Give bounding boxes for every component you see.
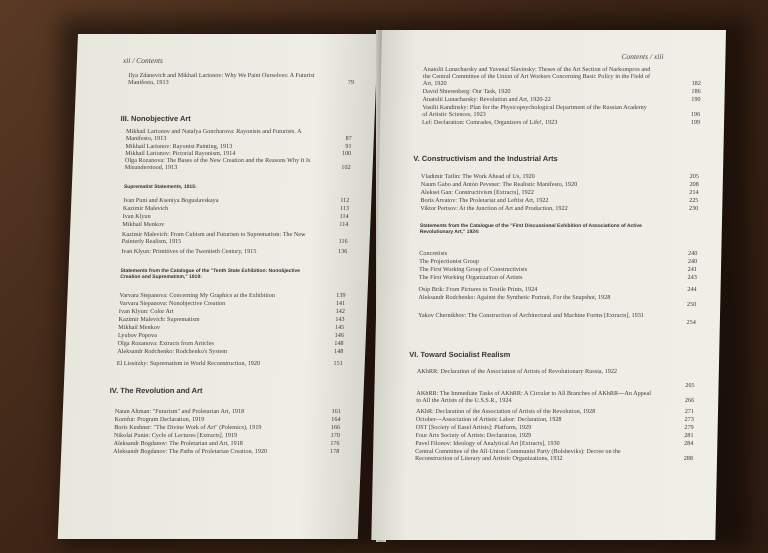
toc-entry: Boris Arvatov: The Proletariat and Leftist Art, 1922 — [420, 197, 549, 204]
toc-entry: October—Association of Artistic Labor: Declaration, 1928 — [415, 416, 562, 423]
toc-page: 100 — [341, 150, 352, 157]
toc-entry: David Shterenberg: Our Task, 1920 — [422, 88, 511, 95]
toc-page: 112 — [340, 197, 350, 204]
toc-entry: Ilya Zdanevich and Mikhail Larionov: Why We Paint Ourselves: A Futurist Manifesto, 1913 — [127, 72, 315, 86]
toc-page: 136 — [337, 248, 348, 255]
subsection-heading: Statements from the Catalogue of the "Tenth State Exhibition: Nonobjective Creation and Suprematism," 1919: — [120, 268, 301, 280]
toc-page: 170 — [330, 432, 341, 439]
toc-page: 273 — [684, 416, 694, 423]
toc-entry: Mikhail Larionov: Rayonist Painting, 1913 — [125, 143, 233, 150]
toc-entry: Ivan Puni and Kseniya Boguslavskaya — [123, 197, 219, 204]
section-title: V. Constructivism and the Industrial Arts — [413, 154, 558, 163]
toc-entry: Lef: Declaration: Comrades, Organizers of Life!, 1923 — [421, 119, 558, 126]
toc-entry: AKhRR: Declaration of the Association of Artists of Revolutionary Russia, 1922 — [416, 368, 618, 375]
toc-entry: Mikhail Menkov — [118, 324, 161, 331]
toc-entry: Anatolii Lunacharsky and Yuvenal Slavinsky: Theses of the Art Section of Narkompros and the Central Committee of the Union of Art Workers Concerning Basic Policy in the Field of Art, 1920 — [422, 66, 651, 87]
toc-entry: Aleksandr Bogdanov: The Paths of Proletarian Creation, 1920 — [113, 448, 268, 455]
toc-entry: Kazimir Malevich: Suprematism — [118, 316, 200, 323]
toc-entry: Olga Rozanova: The Bases of the New Creation and the Reasons Why It Is Misunderstood, 1913 — [124, 157, 311, 171]
toc-entry: Aleksandr Rodchenko: Against the Synthetic Portrait, For the Snapshot, 1928 — [418, 294, 611, 301]
toc-page: 288 — [683, 455, 694, 462]
toc-page: 279 — [684, 424, 694, 431]
toc-entry: Anatolii Lunacharsky: Revolution and Art, 1920-22 — [422, 96, 551, 103]
toc-page: 205 — [689, 173, 700, 180]
toc-entry: Four Arts Society of Artists: Declaration, 1929 — [415, 432, 532, 439]
subsection-heading: Suprematist Statements, 1915: — [123, 184, 197, 190]
toc-entry: The Projectionist Group — [419, 258, 480, 265]
toc-page: 243 — [687, 274, 697, 281]
toc-page: 240 — [687, 258, 698, 265]
toc-entry: Vladimir Tatlin: The Work Ahead of Us, 1920 — [420, 173, 535, 180]
toc-entry: Naum Gabo and Antón Pevsner: The Realistic Manifesto, 1920 — [420, 181, 578, 188]
toc-page: 241 — [687, 266, 698, 273]
toc-page: 190 — [691, 96, 701, 103]
toc-page: 148 — [334, 340, 344, 347]
toc-page: 182 — [691, 80, 701, 87]
toc-entry: El Lissitzky: Suprematism in World Reconstruction, 1920 — [116, 360, 261, 367]
left-page — [58, 34, 378, 539]
toc-entry: Kazimir Malevich — [122, 205, 169, 212]
toc-page: 161 — [331, 408, 341, 415]
toc-page: 214 — [689, 189, 699, 196]
toc-entry: Mikhail Menkov — [122, 221, 165, 228]
toc-page: 265 — [685, 382, 695, 389]
section-title: IV. The Revolution and Art — [109, 386, 203, 395]
toc-page: 151 — [333, 360, 343, 367]
toc-entry: Osip Brik: From Pictures to Textile Prints, 1924 — [418, 286, 538, 293]
section-title: III. Nonobjective Art — [120, 114, 191, 123]
toc-entry: Vasilii Kandinsky: Plan for the Physicopsychological Department of the Russian Academy of Artistic Sciences, 1923 — [422, 104, 647, 118]
toc-entry: Komfut: Program Declaration, 1919 — [114, 416, 205, 423]
toc-page: 284 — [683, 440, 694, 447]
toc-page: 230 — [688, 205, 699, 212]
toc-page: 225 — [689, 197, 699, 204]
toc-entry: Mikhail Larionov and Natalya Goncharova: Rayonists and Futurists. A Manifesto, 1913 — [125, 128, 302, 142]
toc-page: 178 — [329, 448, 340, 455]
toc-page: 254 — [686, 319, 696, 326]
toc-entry: Ivan Klyun — [122, 213, 151, 220]
toc-entry: Ivan Klyun: Primitives of the Twentieth Century, 1915 — [121, 248, 257, 255]
toc-entry: Ivan Klyun: Color Art — [118, 308, 174, 315]
toc-entry: The First Working Organization of Artists — [418, 274, 523, 281]
toc-entry: Varvara Stepanova: Concerning My Graphics at the Exhibition — [119, 292, 276, 299]
toc-page: 271 — [684, 408, 695, 415]
toc-entry: Mikhail Larionov: Pictorial Rayonism, 1914 — [125, 150, 236, 157]
toc-page: 116 — [338, 238, 348, 245]
toc-page: 244 — [687, 286, 697, 293]
toc-page: 196 — [690, 111, 701, 118]
toc-entry: Nikolai Punin: Cycle of Lectures [Extracts], 1919 — [113, 432, 238, 439]
toc-entry: Central Committee of the All-Union Communist Party (Bolsheviks): Decree on the Reconstruction of Literary and Artistic Organizations, 1932 — [414, 448, 621, 462]
toc-entry: Viktor Pertsov: At the Junction of Art and Production, 1922 — [420, 205, 568, 212]
toc-page: 266 — [684, 397, 695, 404]
toc-entry: Varvara Stepanova: Nonobjective Creation — [119, 300, 226, 307]
toc-page: 199 — [690, 119, 701, 126]
subsection-heading: Statements from the Catalogue of the "First Discussional Exhibition of Associations of Active Revolutionary Art," 1924: — [419, 223, 643, 235]
toc-entry: Aleksei Gan: Constructivism [Extracts], 1922 — [420, 189, 534, 196]
left-running-head: xii / Contents — [122, 56, 164, 65]
right-running-head: Contents / xiii — [621, 52, 664, 61]
toc-page: 91 — [345, 143, 352, 150]
toc-page: 146 — [334, 332, 345, 339]
toc-page: 240 — [687, 250, 698, 257]
toc-page: 164 — [331, 416, 341, 423]
toc-entry: The First Working Group of Constructivists — [418, 266, 528, 273]
toc-page: 208 — [689, 181, 699, 188]
toc-page: 281 — [684, 432, 694, 439]
toc-page: 113 — [339, 205, 350, 212]
right-page — [371, 30, 726, 540]
toc-page: 114 — [339, 221, 349, 228]
toc-page: 139 — [336, 292, 346, 299]
toc-page: 142 — [335, 308, 345, 315]
toc-page: 102 — [341, 164, 351, 171]
toc-entry: Boris Kushner: "The Divine Work of Art" (Polemics), 1919 — [114, 424, 262, 431]
toc-entry: Lyubov Popova — [117, 332, 158, 339]
toc-entry: Kazimir Malevich: From Cubism and Futurism to Suprematism: The New Painterly Realism, 1915 — [121, 231, 306, 245]
toc-entry: Yakov Chernikhov: The Construction of Architectural and Machine Forms [Extracts], 1931 — [417, 312, 645, 319]
toc-page: 166 — [330, 424, 341, 431]
toc-page: 141 — [335, 300, 346, 307]
toc-page: 114 — [339, 213, 349, 220]
toc-entry: OST [Society of Easel Artists]: Platform, 1929 — [415, 424, 532, 431]
toc-entry: AKhRR: The Immediate Tasks of AKhRR: A Circular to All Branches of AKhRR—An Appeal to All the Artists of the U.S.S.R., 1924 — [416, 390, 652, 404]
toc-page: 145 — [334, 324, 345, 331]
toc-entry: Aleksandr Rodchenko: Rodchenko's System — [117, 348, 228, 355]
toc-page: 148 — [333, 348, 344, 355]
toc-page: 186 — [691, 88, 701, 95]
toc-page: 143 — [335, 316, 345, 323]
toc-entry: Natan Altman: "Futurism" and Proletarian Art, 1918 — [114, 408, 245, 415]
toc-page: 250 — [686, 301, 697, 308]
toc-entry: Concretists — [419, 250, 448, 257]
toc-page: 176 — [330, 440, 340, 447]
toc-page: 79 — [347, 79, 355, 86]
toc-entry: Olga Rozanova: Extracts from Articles — [117, 340, 214, 347]
toc-page: 87 — [345, 135, 352, 142]
toc-entry: Pavel Filonov: Ideology of Analytical Art [Extracts], 1930 — [415, 440, 560, 447]
toc-entry: Aleksandr Bogdanov: The Proletarian and Art, 1918 — [113, 440, 243, 447]
section-title: VI. Toward Socialist Realism — [409, 350, 511, 359]
toc-entry: AKhR: Declaration of the Association of Artists of the Revolution, 1928 — [415, 408, 596, 415]
